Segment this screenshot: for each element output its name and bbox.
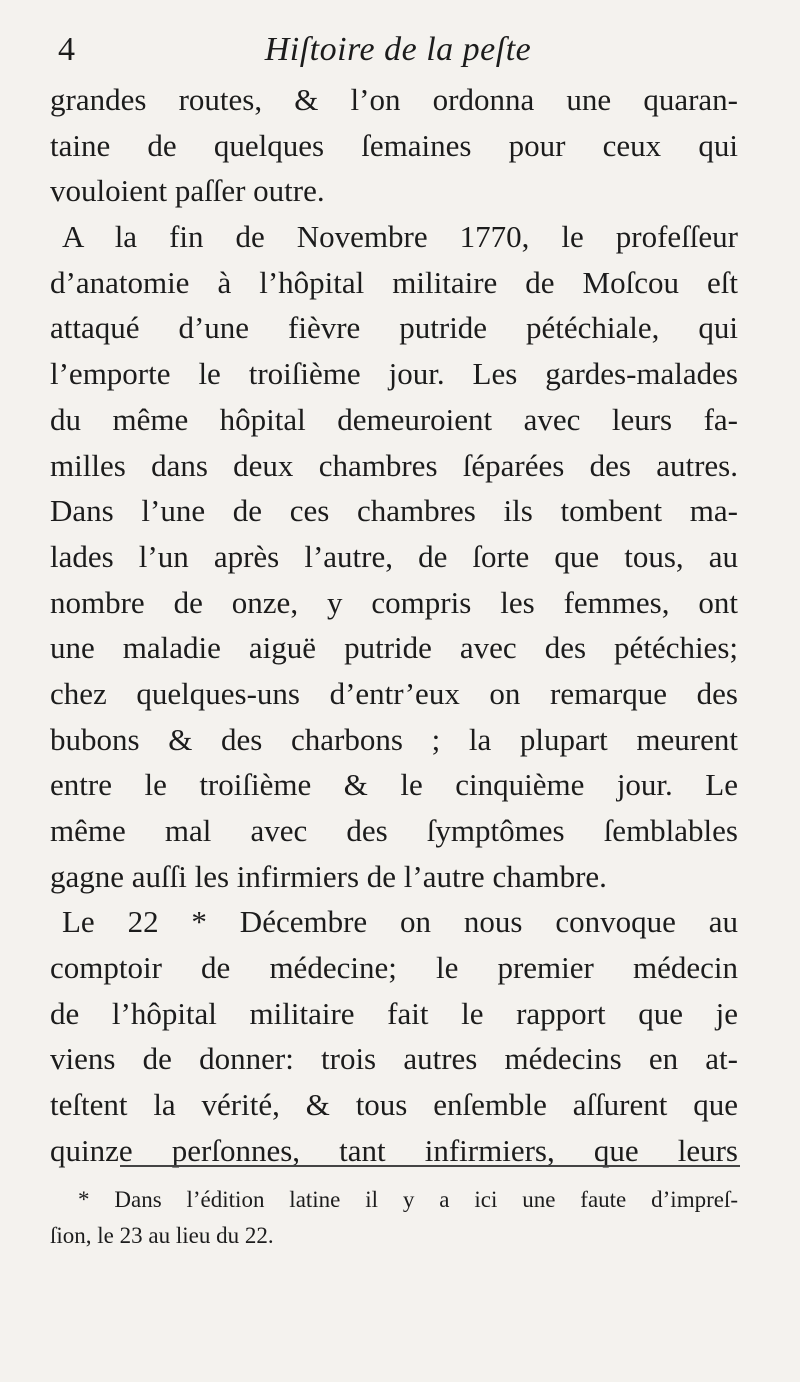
text-line: entre le troiſième & le cinquième jour. Le xyxy=(50,767,738,803)
text-line: nombre de onze, y compris les femmes, ont xyxy=(50,584,738,620)
text-line: quinze perſonnes, tant infirmiers, que leurs xyxy=(50,1132,738,1168)
text-line: d’anatomie à l’hôpital militaire de Moſcou eſt xyxy=(50,264,738,300)
footnote-divider xyxy=(120,1165,740,1167)
text-line: taine de quelques ſemaines pour ceux qui xyxy=(50,127,738,163)
text-line: gagne auſſi les infirmiers de l’autre chambre. xyxy=(50,858,607,894)
text-line: chez quelques-uns d’entr’eux on remarque des xyxy=(50,675,738,711)
text-line: même mal avec des ſymptômes ſemblables xyxy=(50,813,738,848)
text-line: bubons & des charbons ; la plupart meurent xyxy=(50,721,738,757)
text-line: attaqué d’une fièvre putride pétéchiale, qui xyxy=(50,310,738,346)
text-line: viens de donner: trois autres médecins en at- xyxy=(50,1041,738,1077)
text-line: de l’hôpital militaire fait le rapport que je xyxy=(50,995,738,1031)
text-line: Le 22 * Décembre on nous convoque au xyxy=(62,904,738,940)
page-number: 4 xyxy=(58,31,75,68)
text-line: une maladie aiguë putride avec des pétéchies; xyxy=(50,630,738,666)
text-line: milles dans deux chambres ſéparées des autres. xyxy=(50,447,738,483)
text-line: A la fin de Novembre 1770, le profeſſeur xyxy=(62,219,738,255)
body-text xyxy=(50,77,738,1174)
page-header xyxy=(48,30,748,70)
text-line: comptoir de médecine; le premier médecin xyxy=(50,950,738,986)
text-line: du même hôpital demeuroient avec leurs fa- xyxy=(50,401,738,437)
text-line: vouloient paſſer outre. xyxy=(50,173,325,209)
text-line: Dans l’une de ces chambres ils tombent ma- xyxy=(50,493,738,529)
footnote-line: ſion, le 23 au lieu du 22. xyxy=(50,1223,274,1248)
footnote-line: * Dans l’édition latine il y a ici une faute d’impreſ- xyxy=(78,1187,738,1212)
running-title: Hiſtoire de la peſte xyxy=(264,31,532,68)
text-line: teſtent la vérité, & tous enſemble aſſurent que xyxy=(50,1087,738,1123)
text-line: grandes routes, & l’on ordonna une quaran- xyxy=(50,82,738,117)
footnote xyxy=(50,1182,738,1254)
text-line: lades l’un après l’autre, de ſorte que tous, au xyxy=(50,538,738,574)
text-line: l’emporte le troiſième jour. Les gardes-malades xyxy=(50,356,738,392)
